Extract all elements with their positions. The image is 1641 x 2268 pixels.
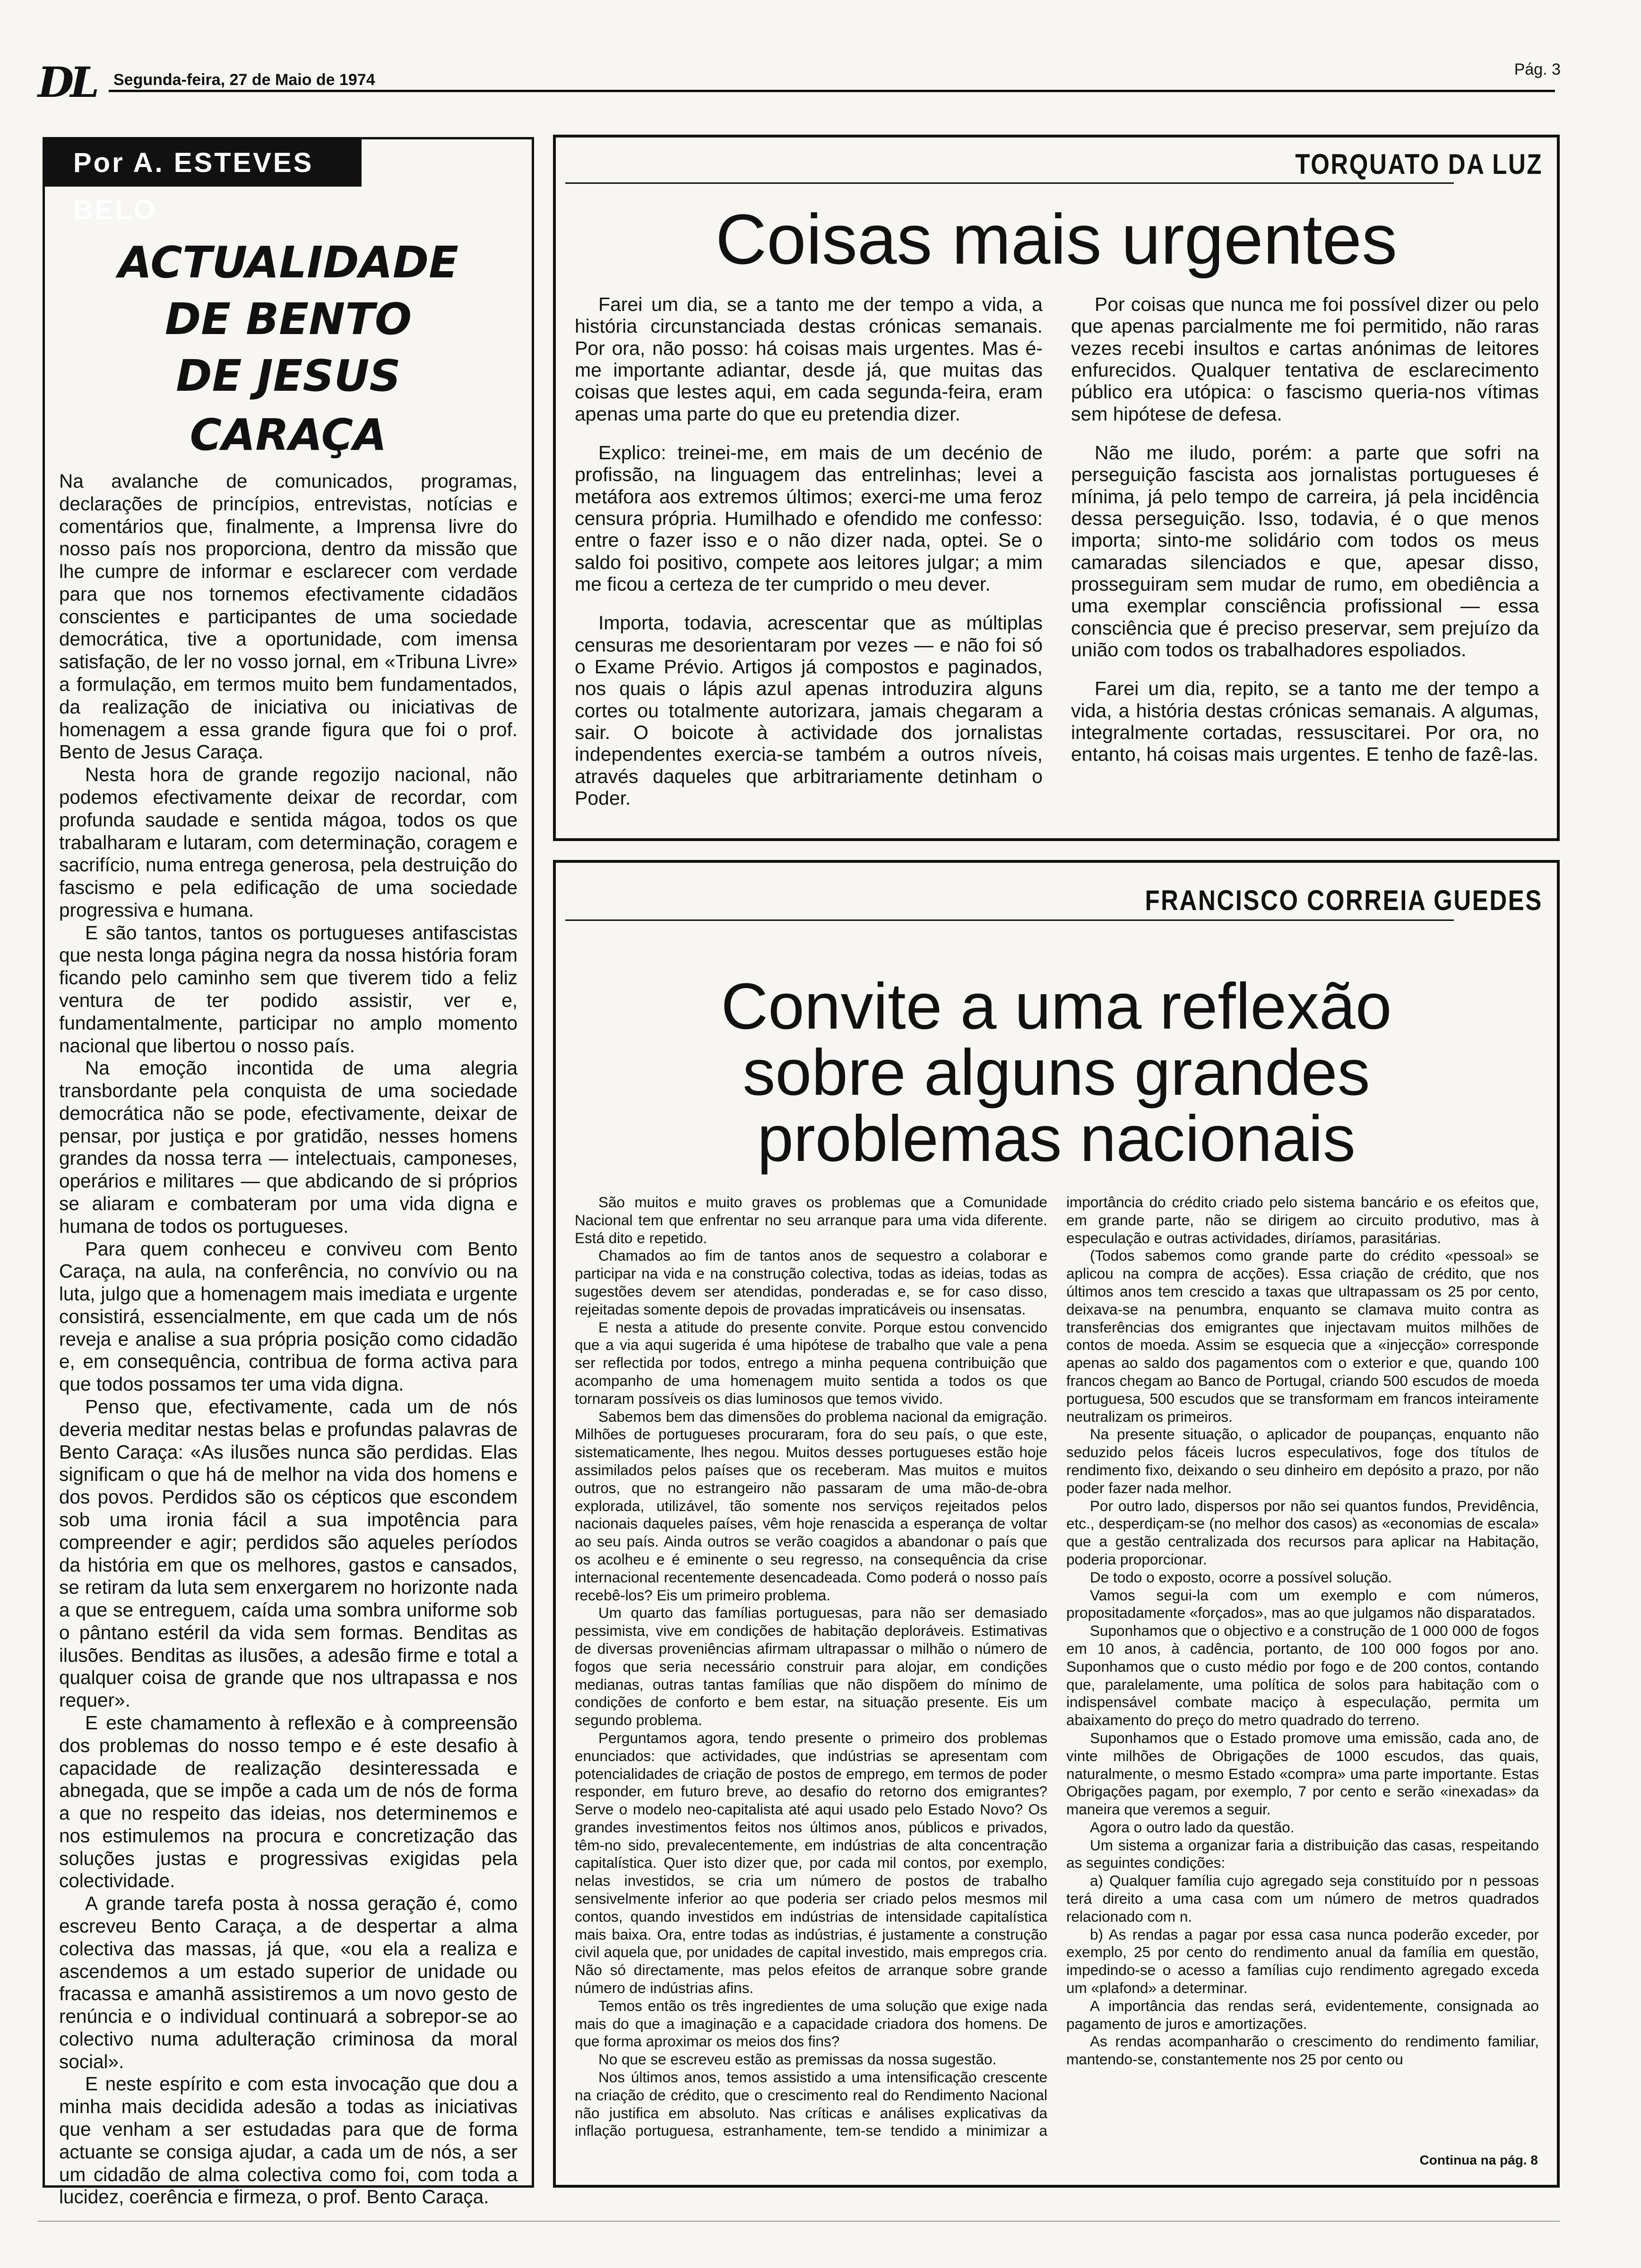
top-article — [553, 135, 1560, 841]
bottom-article-paragraph: A importância das rendas será, evidentemente, consignada ao pagamento de juros e amortizações. — [1066, 1997, 1539, 2032]
bottom-article-paragraph: Um quarto das famílias portuguesas, para não ser demasiado pessimista, vive em condições de habitação deploráveis. Estimativas de diversas proveniências afirmam ultrapassar o milhão o número de fogos que seria necessário construir para alojar, em condições medianas, outras tantas famílias que não dispõem do mínimo de condições de conforto e bem estar, na situação presente. Eis um segundo problema. — [575, 1604, 1047, 1729]
left-article-title-line-3: DE JESUS — [176, 351, 401, 401]
page-number: Pág. 3 — [1514, 60, 1561, 78]
bottom-article-paragraph: Na presente situação, o aplicador de poupanças, enquanto não seduzido pelos fáceis lucros especulativos, foge dos títulos de rendimento fixo, deixando o seu dinheiro em depósito a prazo, por não poder fazer nada melhor. — [1066, 1426, 1539, 1496]
bottom-article-paragraph: Por outro lado, dispersos por não sei quantos fundos, Previdência, etc., desperdiçam-se (no melhor dos casos) as «economias de escala» que a gestão centralizada dos recursos para aplicar na Habitação, poderia proporcionar. — [1066, 1497, 1539, 1568]
page-bottom-rule — [38, 2221, 1560, 2222]
bottom-article-paragraph: b) As rendas a pagar por essa casa nunca poderão exceder, por exemplo, 25 por cento do rendimento anual da família em questão, impedindo-se o acesso a famílias cujo rendimento agregado exceda um «plafond» a determinar. — [1066, 1925, 1539, 1997]
bottom-article-paragraph: Nos últimos anos, temos assistido a uma intensificação crescente na criação de crédito, que o crescimento real do Rendimento Nacional não justifica em absoluto. Nas críticas e análises explicativas da inflação portuguesa, estranhamente, tem-se tendido a minimizar a importância do crédito criado pelo sistema bancário e os efeitos que, em grande parte, não se dirigem ao circuito produtivo, mas à especulação e outras actividades, diríamos, parasitárias. — [575, 1194, 1539, 2139]
newspaper-logo: DL — [38, 58, 96, 107]
bottom-article-body — [575, 1194, 1539, 2148]
bottom-article-title-line-1: Convite a uma reflexão — [721, 970, 1392, 1043]
bottom-article-paragraph: Suponhamos que o objectivo e a construção de 1 000 000 de fogos em 10 anos, à cadência, portanto, de 100 000 fogos por ano. Suponhamos que o custo médio por fogo e de 200 contos, contando que, paralelamente, uma política de solos para habitação com o indispensável combate maciço à especulação, permita um abaixamento do preço do metro quadrado do terreno. — [1066, 1622, 1539, 1729]
left-article-paragraph: E neste espírito e com esta invocação que dou a minha mais decidida adesão a todas as iniciativas que venham a ser estudadas para que de forma actuante se consiga ajudar, a cada um de nós, a ser um cidadão de alma colectiva como foi, com toda a lucidez, coerência e firmeza, o prof. Bento Caraça. — [59, 2073, 518, 2208]
bottom-article-paragraph: Perguntamos agora, tendo presente o primeiro dos problemas enunciados: que actividades, que indústrias se apresentam com potencialidades de criação de postos de emprego, em termos de poder responder, em futuro breve, ao desafio do retorno dos emigrantes? Serve o modelo neo-capitalista até aqui usado pelo Estado Novo? Os grandes investimentos feitos nos últimos anos, públicos e privados, têm-no sido, prevalecentemente, em indústrias de alta concentração capitalística. Quer isto dizer que, por cada mil contos, por exemplo, nelas investidos, se cria um número de postos de trabalho sensivelmente inferior ao que poderia ser criado pelos mesmos mil contos, quando investidos em indústrias de intensidade capitalística mais baixa. Ora, entre todas as indústrias, é justamente a construção civil aquela que, por unidades de capital investido, mais empregos cria. Não só directamente, mas pelos efeitos de arranque sobre grande número de indústrias afins. — [575, 1729, 1047, 1997]
bottom-article-paragraph: Um sistema a organizar faria a distribuição das casas, respeitando as seguintes condições: — [1066, 1836, 1539, 1872]
bottom-article-paragraph: Temos então os três ingredientes de uma solução que exige nada mais do que a imaginação e a capacidade criadora dos homens. De que forma aproximar os meios dos fins? — [575, 1997, 1047, 2050]
top-article-paragraph: Por coisas que nunca me foi possível dizer ou pelo que apenas parcialmente me foi permitido, não raras vezes recebi insultos e cartas anónimas de leitores enfurecidos. Qualquer tentativa de esclarecimento público era utópica: o fascismo queria-nos vítimas sem hipótese de defesa. — [1071, 293, 1539, 425]
bottom-article-paragraph: As rendas acompanharão o crescimento do rendimento familiar, mantendo-se, constantemente nos 25 por cento ou — [1066, 2033, 1539, 2068]
left-article-paragraph: Na avalanche de comunicados, programas, declarações de princípios, entrevistas, notícias e comentários que, finalmente, a Imprensa livre do nosso país nos proporciona, dentro da missão que lhe cumpre de informar e esclarecer com verdade para que nos tornemos efectivamente cidadãos conscientes e participantes de uma sociedade democrática, tive a oportunidade, com imensa satisfação, de ler no vosso jornal, em «Tribuna Livre» a formulação, em termos muito bem fundamentados, da realização de iniciativa ou iniciativas de homenagem a essa grande figura que foi o prof. Bento de Jesus Caraça. — [59, 470, 518, 763]
left-article-body — [59, 470, 518, 2208]
left-article-author: Por A. ESTEVES BELO — [45, 139, 362, 187]
bottom-article-paragraph: Sabemos bem das dimensões do problema nacional da emigração. Milhões de portugueses procuraram, fora do seu país, o que este, sistematicamente, lhes negou. Muitos desses portugueses estão hoje assimilados pelos países que os receberam. Mas muitos e muitos outros, que no estrangeiro não passaram de uma mão-de-obra explorada, utilizável, tão somente nos serviços rejeitados pelos nacionais daqueles países, vêm hoje renascida a esperança de voltar ao seu país. Ainda outros se verão coagidos a abandonar o país que os acolheu e é eminente o seu regresso, na consequência da crise internacional recentemente desencadeada. Como poderá o nosso país recebê-los? Eis um primeiro problema. — [575, 1408, 1047, 1604]
header-rule — [109, 90, 1555, 92]
issue-date: Segunda-feira, 27 de Maio de 1974 — [113, 71, 375, 89]
left-article-title-line-1: ACTUALIDADE — [118, 237, 459, 288]
bottom-article-title-line-2: sobre alguns grandes — [743, 1036, 1370, 1109]
left-article-paragraph: E são tantos, tantos os portugueses antifascistas que nesta longa página negra da nossa história foram ficando pelo caminho sem que tiverem tido a feliz ventura de ter podido assistir, ver e, fundamentalmente, participar no amplo momento nacional que libertou o nosso país. — [59, 921, 518, 1057]
bottom-article-paragraph: Chamados ao fim de tantos anos de sequestro a colaborar e participar na vida e na construção colectiva, todas as ideias, todas as sugestões devem ser atendidas, ponderadas e, se for caso disso, rejeitadas somente depois de provadas impraticáveis ou insensatas. — [575, 1247, 1047, 1318]
top-article-paragraph: Farei um dia, se a tanto me der tempo a vida, a história circunstanciada destas crónicas semanais. Por ora, não posso: há coisas mais urgentes. Mas é-me importante adiantar, desde já, que muitas das coisas que lestes aqui, em cada segunda-feira, eram apenas uma parte do que eu pretendia dizer. — [575, 293, 1043, 425]
left-article-paragraph: E este chamamento à reflexão e à compreensão dos problemas do nosso tempo e é este desafio à capacidade de realização desinteressada e abnegada, que se impõe a cada um de nós de forma a que no respeito das ideias, nos determinemos e nos estimulemos na procura e concretização das soluções justas e progressivas exigidas pela colectividade. — [59, 1711, 518, 1892]
bottom-article-paragraph: No que se escreveu estão as premissas da nossa sugestão. — [598, 2051, 997, 2068]
bottom-article-paragraph: Vamos segui-la com um exemplo e com números, propositadamente «forçados», mas ao que julgamos não disparatados. — [1066, 1586, 1539, 1622]
left-article-paragraph: Penso que, efectivamente, cada um de nós deveria meditar nestas belas e profundas palavras de Bento Caraça: «As ilusões nunca são perdidas. Elas significam o que há de melhor na vida dos homens e dos povos. Perdidos são os cépticos que escondem sob uma ironia fácil a sua impotência para compreender e agir; perdidos são aqueles períodos da história em que os melhores, gastos e cansados, se retiram da luta sem enxergarem no horizonte nada a que se entreguem, caída uma sombra uniforme sob o pântano estéril da vida sem formas. Benditas as ilusões. Benditas as ilusões, a adesão firme e total a qualquer coisa de grande que nos ultrapassa e nos requer». — [59, 1396, 518, 1711]
bottom-article-paragraph: São muitos e muito graves os problemas que a Comunidade Nacional tem que enfrentar no seu arranque para uma vida diferente. Está dito e repetido. — [575, 1194, 1047, 1246]
left-article-paragraph: Para quem conheceu e conviveu com Bento Caraça, na aula, na conferência, no convívio ou na luta, julgo que a homenagem mais imediata e urgente consistirá, essencialmente, em que cada um de nós reveja e analise a sua própria posição como cidadão e, em consequência, contribua de forma activa para que todos possamos ter uma vida digna. — [59, 1237, 518, 1395]
top-article-paragraph: Farei um dia, repito, se a tanto me der tempo a vida, a história destas crónicas semanais. A algumas, integralmente cortadas, ressuscitarei. Por ora, no entanto, há coisas mais urgentes. E tenho de fazê-las. — [1071, 678, 1539, 765]
left-article-paragraph: Na emoção incontida de uma alegria transbordante pela conquista de uma sociedade democrática não se pode, efectivamente, deixar de pensar, por justiça e por gratidão, nesses homens grandes da nossa terra — intelectuais, camponeses, operários e militares — que abdicando de si próprios se aliaram e combateram por uma vida digna e humana de todos os portugueses. — [59, 1057, 518, 1237]
left-article-paragraph: Nesta hora de grande regozijo nacional, não podemos efectivamente deixar de recordar, com profunda saudade e sentida mágoa, todos os que trabalharam e lutaram, com determinação, coragem e sacrifício, numa entrega generosa, pela destruição do fascismo e pela edificação de uma sociedade progressiva e humana. — [59, 764, 518, 921]
bottom-article — [553, 860, 1560, 2188]
bottom-article-paragraph: a) Qualquer família cujo agregado seja constituído por n pessoas terá direito a uma casa com um número de metros quadrados relacionado com n. — [1066, 1872, 1539, 1925]
left-article — [43, 137, 534, 2208]
top-article-paragraph: Explico: treinei-me, em mais de um decénio de profissão, na linguagem das entrelinhas; levei a metáfora aos extremos últimos; exerci-me uma feroz censura própria. Humilhado e ofendido me confesso: entre o fazer isso e o não dizer nada, optei. Se o saldo foi positivo, compete aos leitores julgar; a mim me ficou a certeza de ter cumprido o meu dever. — [575, 441, 1043, 595]
bottom-article-author-rule — [565, 919, 1454, 921]
bottom-article-paragraph: Agora o outro lado da questão. — [1090, 1818, 1295, 1836]
bottom-article-paragraph: (Todos sabemos como grande parte do crédito «pessoal» se aplicou na compra de acções). Essa criação de crédito, que nos últimos anos tem crescido a taxas que ultrapassam os 25 por cento, deixava-se na penumbra, enquanto se clamava muito contra as transferências dos emigrantes que injectavam muitos milhões de contos de moeda. Assim se esquecia que a «injecção» corresponde apenas ao saldo dos pagamentos com o exterior e que, quando 100 francos chegam ao Banco de Portugal, criando 500 escudos de moeda portuguesa, 500 escudos que se transformam em francos inteiramente neutralizam os primeiros. — [1066, 1247, 1539, 1425]
bottom-article-author: FRANCISCO CORREIA GUEDES — [1145, 885, 1543, 916]
bottom-article-paragraph: E nesta a atitude do presente convite. Porque estou convencido que a via aqui sugerida é uma hipótese de trabalho que vale a pena ser reflectida por todos, entrego a minha pequena contribuição que acompanho de uma homenagem muito sentida a todos os que tornaram possíveis os dias luminosos que temos vivido. — [575, 1318, 1047, 1407]
top-article-title: Coisas mais urgentes — [715, 199, 1398, 279]
left-article-paragraph: A grande tarefa posta à nossa geração é, como escreveu Bento Caraça, a de despertar a alma colectiva das massas, já que, «ou ela a realiza e ascendemos a um estado superior de unidade ou fracassa e amanhã assistiremos a um novo gesto de renúncia e o individual continuará a sobrepor-se ao colectivo numa adulteração criminosa da moral social». — [59, 1892, 518, 2072]
bottom-article-paragraph: De todo o exposto, ocorre a possível solução. — [1090, 1568, 1392, 1586]
continued-note: Continua na pág. 8 — [1419, 2153, 1538, 2167]
top-article-author-rule — [565, 182, 1454, 184]
top-article-body — [575, 293, 1539, 809]
top-article-paragraph: Importa, todavia, acrescentar que as múltiplas censuras me desorientaram por vezes — e não foi só o Exame Prévio. Artigos já compostos e paginados, nos quais o lápis azul apenas introduzira alguns cortes ou totalmente autorizara, jamais chegaram a sair. O boicote à actividade dos jornalistas independentes exercia-se também a outros níveis, através daqueles que arbitrariamente detinham o Poder. — [575, 612, 1043, 809]
left-article-title-line-4: CARAÇA — [190, 410, 387, 460]
bottom-article-paragraph: Suponhamos que o Estado promove uma emissão, cada ano, de vinte milhões de Obrigações de 1000 escudos, das quais, naturalmente, o mesmo Estado «compra» uma parte importante. Estas Obrigações pagam, por exemplo, 7 por cento e serão «inexadas» da maneira que veremos a seguir. — [1066, 1729, 1539, 1818]
bottom-article-title-line-3: problemas nacionais — [757, 1102, 1356, 1175]
left-article-title-line-2: DE BENTO — [164, 294, 412, 344]
top-article-author: TORQUATO DA LUZ — [1295, 148, 1543, 180]
top-article-paragraph: Não me iludo, porém: a parte que sofri na perseguição fascista aos jornalistas portugueses é mínima, já pelo tempo de carreira, já pela incidência dessa perseguição. Isso, todavia, é o que menos importa; sinto-me solidário com todos os meus camaradas silenciados e que, apesar disso, prosseguiram sem mudar de rumo, em obediência a uma exemplar consciência profissional — essa consciência que é preciso preservar, sem prejuízo da união com todos os trabalhadores espoliados. — [1071, 441, 1539, 661]
